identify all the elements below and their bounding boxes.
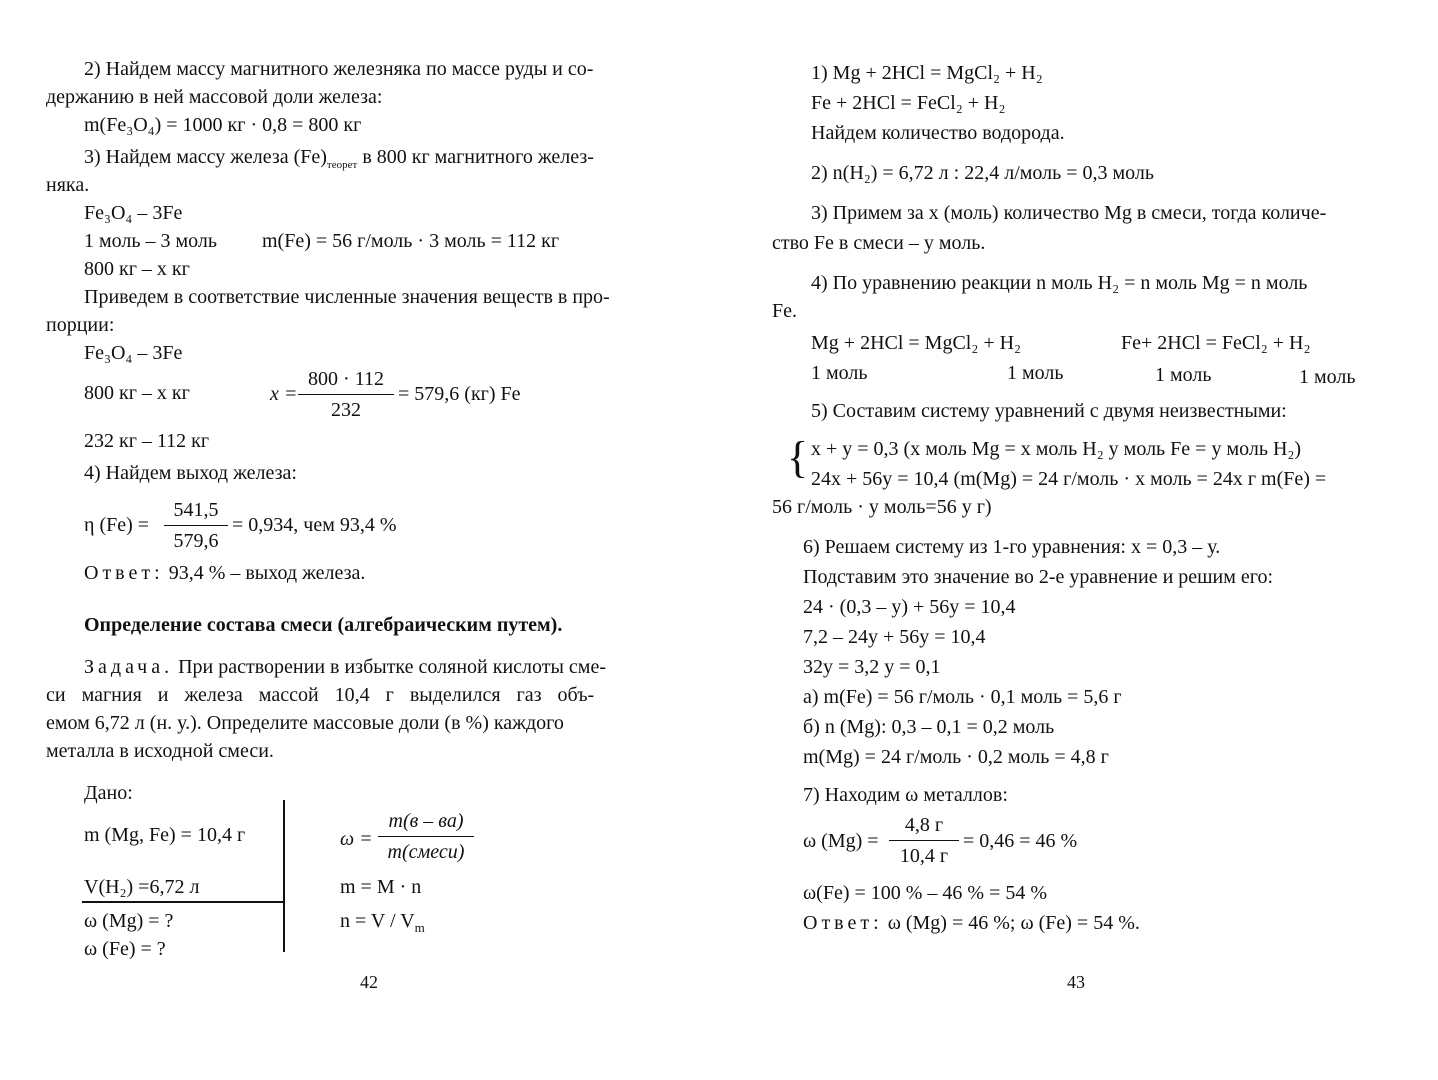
step-3-line-2: няка. [46,174,90,196]
mass-ratio: 800 кг – х кг [84,258,190,280]
formula-omega-fraction: m(в – ва) m(смеси) [378,808,474,865]
mol-mg: 1 моль [811,362,868,384]
calc-line-1: 24 · (0,3 – y) + 56y = 10,4 [803,596,1016,618]
x-result: = 579,6 (кг) Fe [398,383,521,405]
proportion-reaction: Fe₃O₄ – 3Fe [84,342,183,364]
system-brace: { [787,433,809,482]
given-volume: V(H₂) =6,72 л [84,876,200,898]
eta-fraction: $\frac{541,5}{579,6}$ [164,497,228,554]
x-equals: x = [270,383,298,405]
fe-mass-calc: m(Fe) = 56 г/моль · 3 моль = 112 кг [262,230,560,252]
x-fraction: $\frac{800 \cdot 112}{232}$ [298,366,394,423]
omega-fe-calc: ω(Fe) = 100 % – 46 % = 54 % [803,882,1048,904]
step-2-hydrogen: 2) n(H₂) = 6,72 л : 22,4 л/моль = 0,3 моль [811,162,1155,184]
reaction-ratio: Fe₃O₄ – 3Fe [84,202,183,224]
page-number: 43 [1067,972,1085,992]
answer-2: Ответ: ω (Mg) = 46 %; ω (Fe) = 54 %. [803,912,1140,934]
section-heading: Определение состава смеси (алгебраическим путем). [84,614,563,636]
right-page [719,0,1438,1080]
proportion-line-1: Приведем в соответствие численные значения веществ в про- [84,286,610,308]
given-mass: m (Mg, Fe) = 10,4 г [84,824,246,846]
step-3-line-1: 3) Найдем массу железа $(Fe)_{теорет}$ в 800 кг магнитного желез- [84,146,594,171]
reaction-fe: Fe + 2HCl = FeCl₂ + H₂ [811,92,1006,114]
proportion-line-2: порции: [46,314,115,336]
mol-h2-a: 1 моль [1007,362,1064,384]
given-vertical-divider [283,800,285,952]
task-line-4: металла в исходной смеси. [46,740,274,762]
mol-h2-b: 1 моль [1299,366,1356,388]
step-3-line-2: ство Fe в смеси – у моль. [772,232,986,254]
calc-line-4: а) m(Fe) = 56 г/моль · 0,1 моль = 5,6 г [803,686,1122,708]
formula-omega: ω = [340,828,373,850]
system-eq-2: 24x + 56y = 10,4 (m(Mg) = 24 г/моль · x моль = 24x г m(Fe) = [811,468,1327,490]
calc-line-3: 32y = 3,2 y = 0,1 [803,656,941,678]
eta-result: = 0,934, чем 93,4 % [232,514,397,536]
step-2-calc: m(Fe₃O₄) = 1000 кг · 0,8 = 800 кг [84,114,362,136]
step-3-line-1: 3) Примем за х (моль) количество Mg в смеси, тогда количе- [811,202,1327,224]
find-omega-fe: ω (Fe) = ? [84,938,166,960]
reaction-mg-2: Mg + 2HCl = MgCl₂ + H₂ [811,332,1022,354]
task-line-3: емом 6,72 л (н. у.). Определите массовые доли (в %) каждого [46,712,564,734]
mol-fe: 1 моль [1155,364,1212,386]
omega-mg-fraction: 4,8 г 10,4 г [889,812,959,869]
task-line-1: Задача. При растворении в избытке соляной кислоты сме- [84,656,606,678]
reaction-mg: 1) Mg + 2HCl = MgCl₂ + H₂ [811,62,1043,84]
substitute-line: Подставим это значение во 2-е уравнение и решим его: [803,566,1274,588]
given-divider [82,901,285,903]
reaction-fe-2: Fe+ 2HCl = FeCl₂ + H₂ [1121,332,1311,354]
calc-line-5: б) n (Mg): 0,3 – 0,1 = 0,2 моль [803,716,1055,738]
eta-label: η (Fe) = [84,514,150,536]
calc-line-2: 7,2 – 24y + 56y = 10,4 [803,626,986,648]
step-4-line: 4) Найдем выход железа: [84,462,297,484]
formula-moles: $n = V / V_m$ [340,910,425,935]
task-line-2: си магния и железа массой 10,4 г выделился газ объ- [46,684,595,706]
step-5-line: 5) Составим систему уравнений с двумя неизвестными: [811,400,1287,422]
find-omega-mg: ω (Mg) = ? [84,910,174,932]
mole-ratio: 1 моль – 3 моль [84,230,217,252]
proportion-known: 232 кг – 112 кг [84,430,210,452]
step-4-line-2: Fe. [772,300,797,322]
answer-1: Ответ: 93,4 % – выход железа. [84,562,366,584]
system-eq-3: 56 г/моль · у моль=56 у г) [772,496,992,518]
step-7-line: 7) Находим ω металлов: [803,784,1008,806]
omega-mg-result: = 0,46 = 46 % [963,830,1078,852]
step-4-line-1: 4) По уравнению реакции n моль H₂ = n моль Mg = n моль [811,272,1308,294]
page-number: 42 [360,972,378,992]
given-label: Дано: [84,782,133,804]
system-eq-1: x + y = 0,3 (x моль Mg = x моль H₂ у моль Fe = у моль H₂) [811,438,1302,460]
omega-mg-label: ω (Mg) = [803,830,879,852]
step-6-line: 6) Решаем систему из 1-го уравнения: x = 0,3 – у. [803,536,1221,558]
step-2-line-1: 2) Найдем массу магнитного железняка по массе руды и со- [84,58,594,80]
formula-mass: m = M · n [340,876,422,898]
step-2-line-2: держанию в ней массовой доли железа: [46,86,383,108]
proportion-mass: 800 кг – х кг [84,382,190,404]
calc-line-6: m(Mg) = 24 г/моль · 0,2 моль = 4,8 г [803,746,1109,768]
find-hydrogen: Найдем количество водорода. [811,122,1065,144]
